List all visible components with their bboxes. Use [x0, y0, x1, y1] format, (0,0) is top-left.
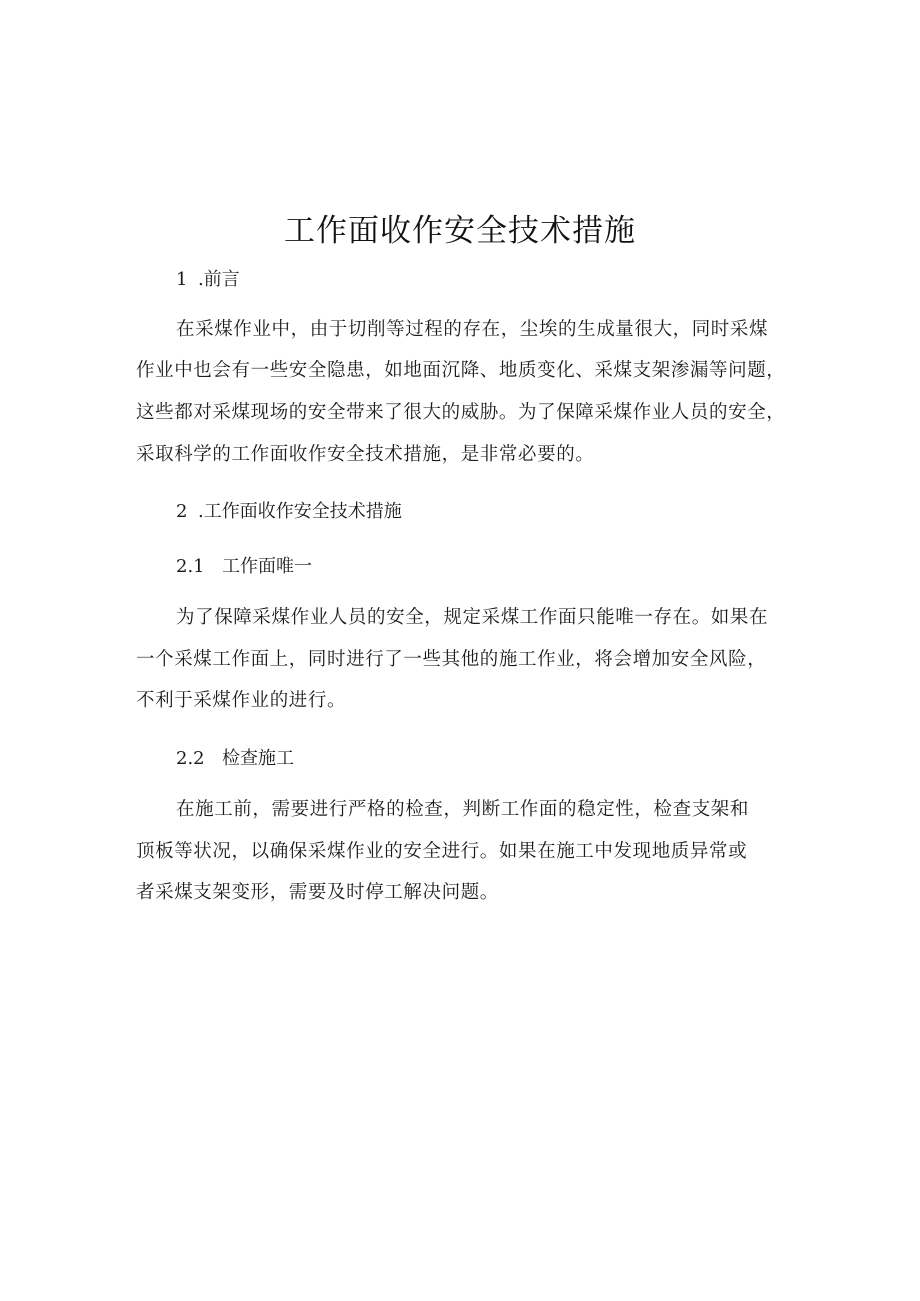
section-number: 2 — [176, 501, 188, 522]
section-heading-2-1 — [176, 553, 312, 581]
paragraph-line: 在采煤作业中，由于切削等过程的存在，尘埃的生成量很大，同时采煤 — [176, 319, 769, 340]
paragraph-line: 顶板等状况，以确保采煤作业的安全进行。如果在施工中发现地质异常或 — [136, 841, 748, 862]
section-title: .前言 — [198, 269, 240, 290]
paragraph-line: 不利于采煤作业的进行。 — [136, 690, 347, 711]
section-title: 工作面唯一 — [222, 556, 312, 577]
paragraph-line: 者采煤支架变形，需要及时停工解决问题。 — [136, 882, 499, 903]
paragraph-line: 一个采煤工作面上，同时进行了一些其他的施工作业，将会增加安全风险， — [136, 649, 767, 670]
paragraph-line: 为了保障采煤作业人员的安全，规定采煤工作面只能唯一存在。如果在 — [176, 607, 769, 628]
paragraph-line: 采取科学的工作面收作安全技术措施，是非常必要的。 — [136, 444, 595, 465]
section-number: 2.1 — [176, 556, 205, 577]
section-number: 1 — [176, 269, 188, 290]
paragraph-line: 这些都对采煤现场的安全带来了很大的威胁。为了保障采煤作业人员的安全， — [136, 402, 786, 423]
document-title: 工作面收作安全技术措施 — [284, 213, 636, 249]
section-number: 2.2 — [176, 748, 205, 769]
paragraph-line: 作业中也会有一些安全隐患，如地面沉降、地质变化、采煤支架渗漏等问题， — [136, 360, 786, 381]
paragraph-line: 在施工前，需要进行严格的检查，判断工作面的稳定性，检查支架和 — [176, 799, 750, 820]
section-heading-2-2 — [176, 745, 294, 773]
section-title: 检查施工 — [222, 748, 294, 769]
section-heading-2 — [176, 498, 402, 526]
section-heading-1 — [176, 266, 240, 294]
section-title: .工作面收作安全技术措施 — [198, 501, 402, 522]
